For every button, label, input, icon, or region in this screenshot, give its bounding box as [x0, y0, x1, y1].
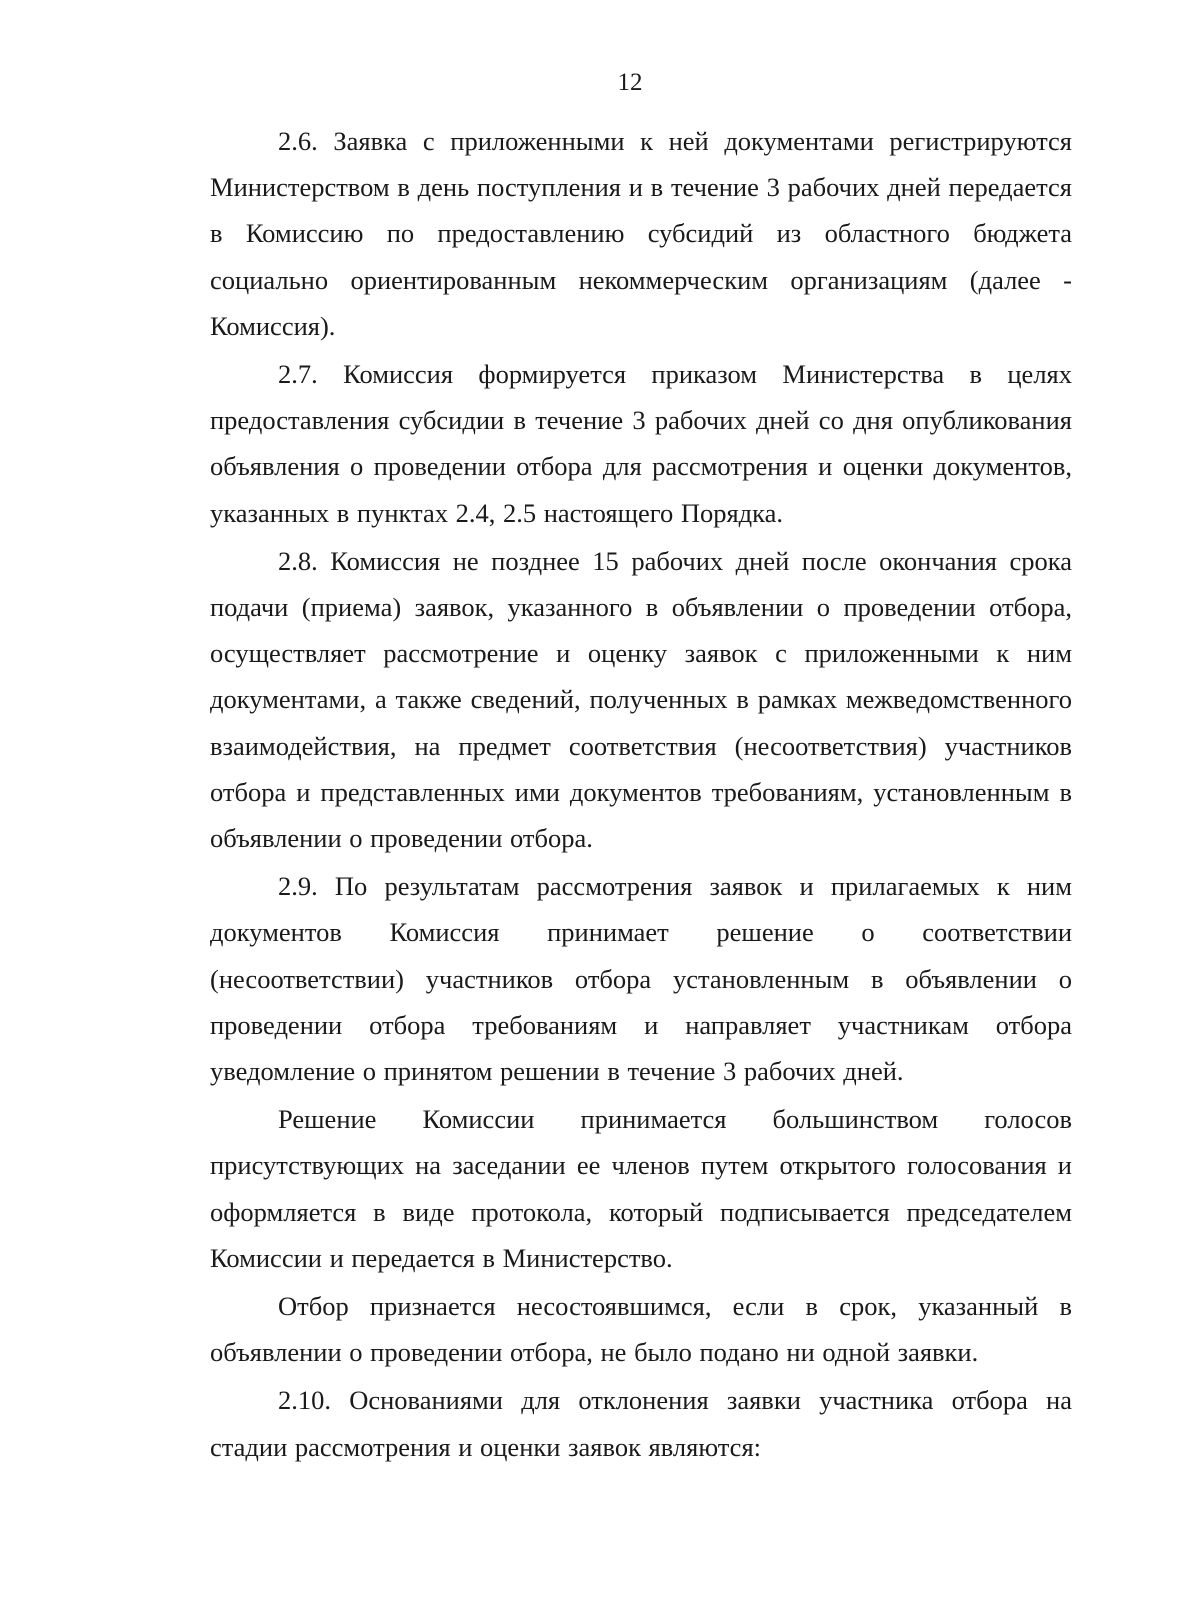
paragraph-2-6: 2.6. Заявка с приложенными к ней документами регистрируются Министерством в день поступления и в течение 3 рабочих дней передается в Комиссию по предоставлению субсидий из областного бюджета социально ориентированным некоммерческим организациям (далее - Комиссия). — [210, 126, 1072, 341]
paragraph-2-9: 2.9. По результатам рассмотрения заявок и прилагаемых к ним документов Комиссия принимает решение о соответствии (несоответствии) участников отбора установленным в объявлении о проведении отбора требованиям и направляет участникам отбора уведомление о принятом решении в течение 3 рабочих дней. — [210, 871, 1072, 1087]
document-body — [210, 118, 1072, 1470]
paragraph-decision: Решение Комиссии принимается большинством голосов присутствующих на заседании ее членов путем открытого голосования и оформляется в виде протокола, который подписывается председателем Комиссии и передается в Министерство. — [210, 1104, 1072, 1273]
paragraph-2-8: 2.8. Комиссия не позднее 15 рабочих дней после окончания срока подачи (приема) заявок, указанного в объявлении о проведении отбора, осуществляет рассмотрение и оценку заявок с приложенными к ним документами, а также сведений, полученных в рамках межведомственного взаимодействия, на предмет соответствия (несоответствия) участников отбора и представленных ими документов требованиям, установленным в объявлении о проведении отбора. — [210, 545, 1072, 854]
paragraph-2-7: 2.7. Комиссия формируется приказом Министерства в целях предоставления субсидии в течение 3 рабочих дней со дня опубликования объявления о проведении отбора для рассмотрения и оценки документов, указанных в пунктах 2.4, 2.5 настоящего Порядка. — [210, 359, 1072, 528]
page-number: 12 — [617, 69, 643, 96]
paragraph-failed-selection: Отбор признается несостоявшимся, если в срок, указанный в объявлении о проведении отбора, не было подано ни одной заявки. — [210, 1291, 1072, 1368]
paragraph-2-10: 2.10. Основаниями для отклонения заявки участника отбора на стадии рассмотрения и оценки заявок являются: — [210, 1385, 1072, 1462]
